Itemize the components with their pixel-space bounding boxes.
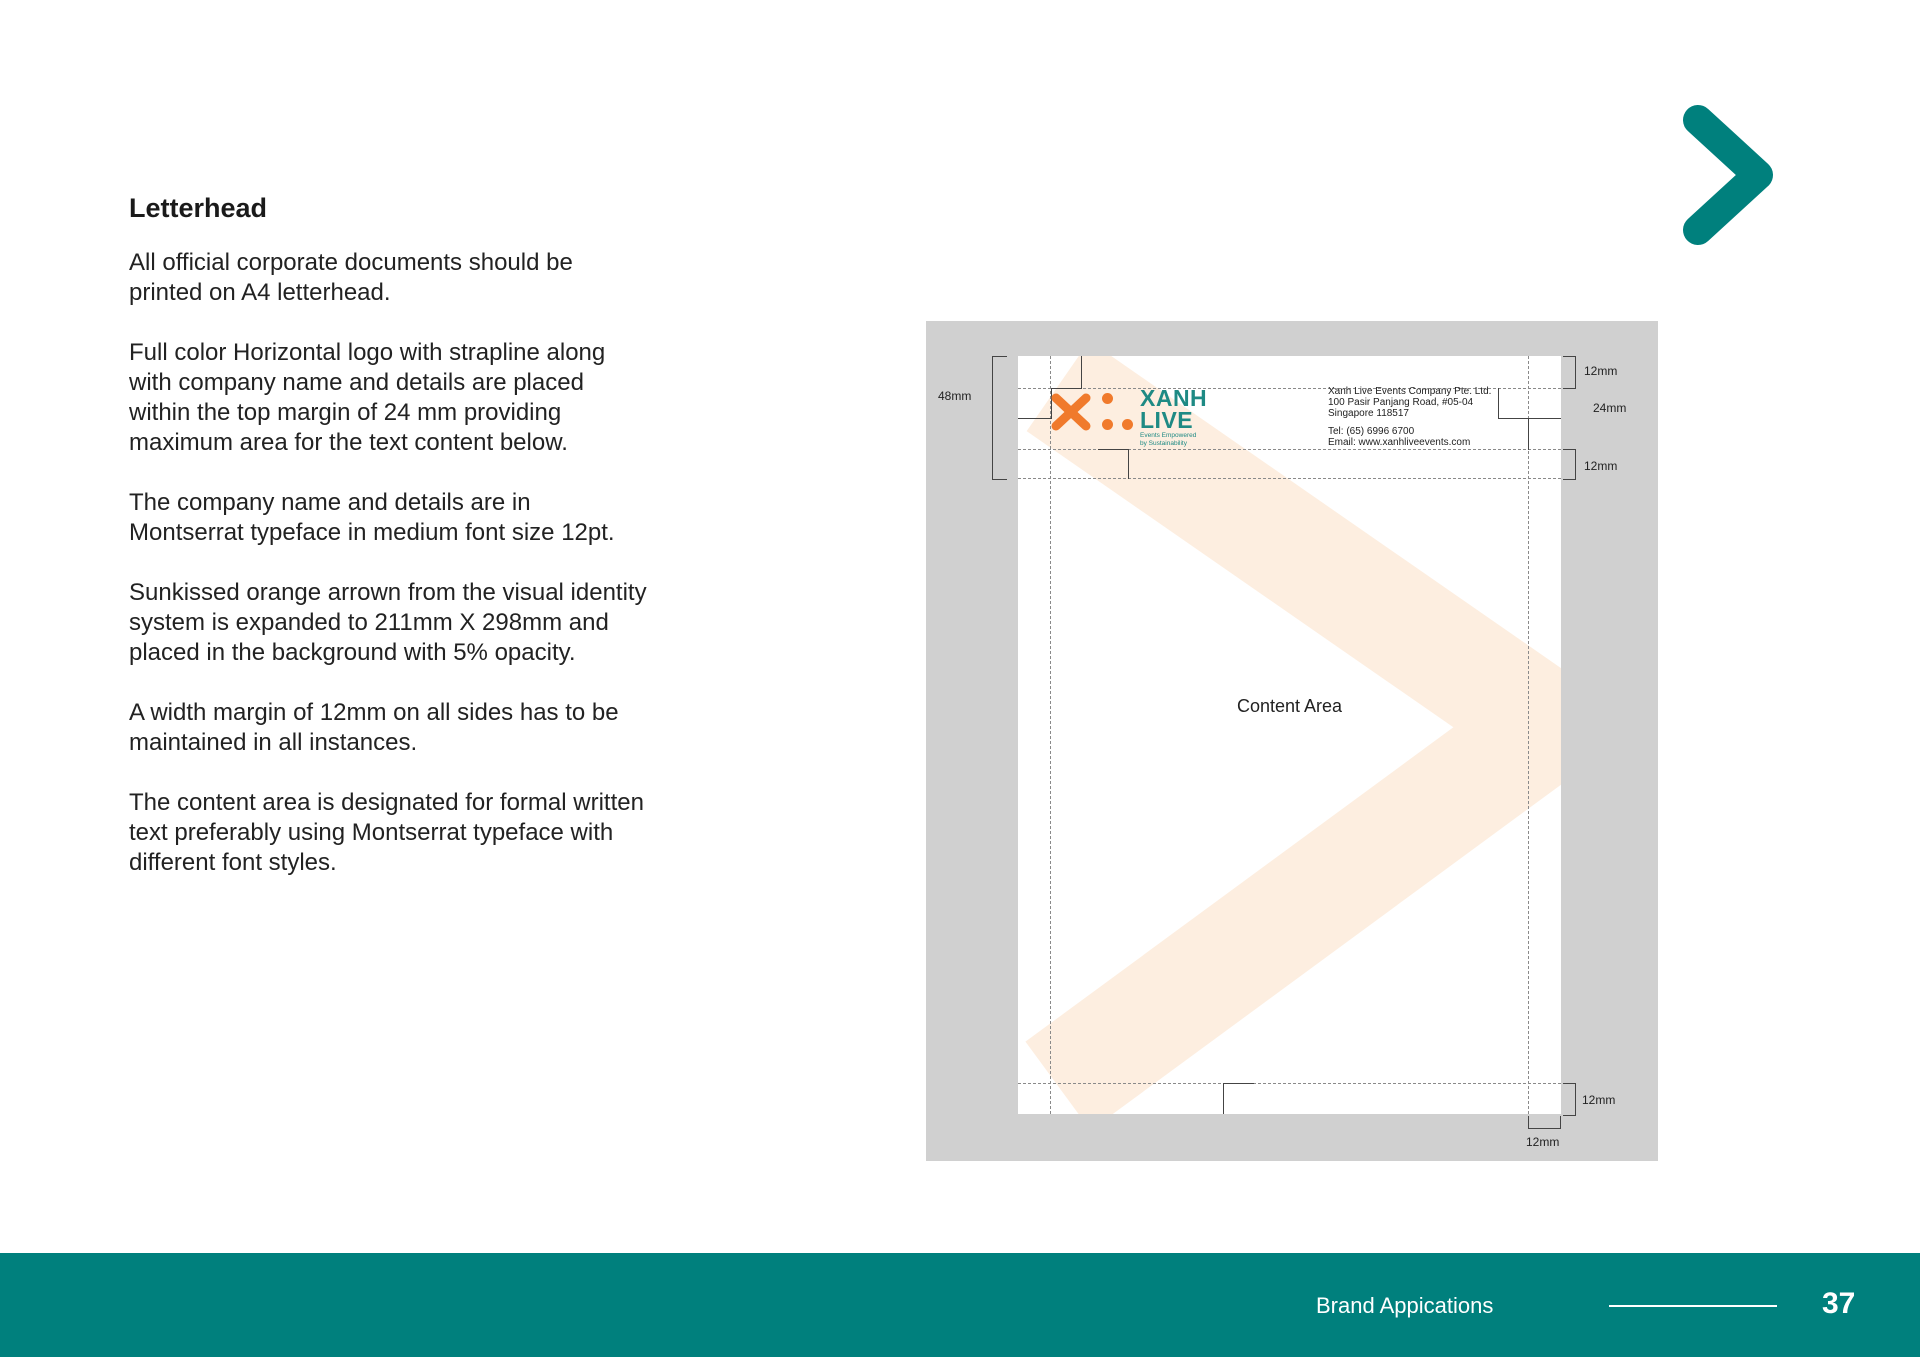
company-email: Email: www.xanhliveevents.com: [1328, 437, 1471, 448]
dimension-bracket-left: [992, 356, 1007, 480]
guide-right-margin: [1528, 356, 1529, 1114]
page-number: 37: [1822, 1287, 1856, 1320]
logo-tagline-line2: by Sustainability: [1140, 440, 1187, 447]
paragraph-a4: All official corporate documents should be printed on A4 letterhead.: [129, 249, 573, 306]
company-address-line1: 100 Pasir Panjang Road, #05-04: [1328, 397, 1474, 408]
footer-section-label: Brand Appications: [1316, 1293, 1494, 1318]
dimension-right-top: 12mm: [1584, 364, 1618, 378]
logo-x-icon: [1050, 392, 1092, 432]
logo-tagline: [1140, 432, 1220, 448]
dimension-right-lower: 12mm: [1584, 459, 1618, 473]
section-heading: Letterhead: [129, 193, 268, 223]
logo-wordmark: [1140, 387, 1207, 431]
logo-tagline-line1: Events Empowered: [1140, 432, 1197, 439]
company-tel: Tel: (65) 6996 6700: [1328, 426, 1415, 437]
footer-divider: [1609, 1305, 1777, 1307]
logo-dot: [1102, 419, 1113, 430]
page-footer: [0, 1253, 1920, 1357]
margin-bracket: [1098, 449, 1129, 479]
content-area-label: Content Area: [1236, 696, 1343, 716]
dimension-left-top: 48mm: [938, 389, 972, 403]
dimension-right-mid: 24mm: [1593, 401, 1627, 415]
paragraph-typeface: The company name and details are in Montserrat typeface in medium font size 12pt.: [129, 489, 615, 546]
guide-content-bottom: [1018, 1083, 1561, 1084]
letterhead-mockup: [926, 321, 1658, 1161]
chevron-right-icon: [1676, 100, 1786, 250]
dimension-bracket-right-top: [1563, 356, 1576, 389]
paragraph-margins: A width margin of 12mm on all sides has to be maintained in all instances.: [129, 699, 619, 756]
logo-wordmark-line1: XANH: [1140, 385, 1208, 411]
company-address-line2: Singapore 118517: [1328, 408, 1409, 419]
dimension-bracket-bottom-right: [1563, 1083, 1576, 1116]
company-details: [1328, 386, 1548, 448]
paragraph-logo-placement: Full color Horizontal logo with strapline along with company name and details are placed within the top margin of 24 mm providing maximum area for the text content below.: [129, 339, 606, 456]
margin-bracket: [1018, 388, 1052, 419]
letterhead-page: [1018, 356, 1561, 1114]
paragraph-arrow-background: Sunkissed orange arrown from the visual identity system is expanded to 211mm X 298mm and placed in the background with 5% opacity.: [129, 579, 647, 666]
margin-bracket: [1223, 1083, 1254, 1114]
paragraph-content-area: The content area is designated for formal written text preferably using Montserrat typeface with different font styles.: [129, 789, 644, 876]
text-column: [129, 190, 649, 908]
guide-left-margin: [1050, 356, 1051, 1114]
logo-wordmark-line2: LIVE: [1140, 407, 1194, 433]
dimension-bracket-bottom-center: [1528, 1116, 1561, 1129]
logo-dot: [1102, 393, 1113, 404]
dimension-bottom-center: 12mm: [1526, 1135, 1560, 1149]
dimension-bracket-right-lower: [1563, 449, 1576, 480]
dimension-bottom-right: 12mm: [1582, 1093, 1616, 1107]
company-name: Xanh Live Events Company Pte. Ltd.: [1328, 386, 1492, 397]
margin-bracket: [1051, 356, 1082, 389]
logo-dot: [1122, 419, 1133, 430]
